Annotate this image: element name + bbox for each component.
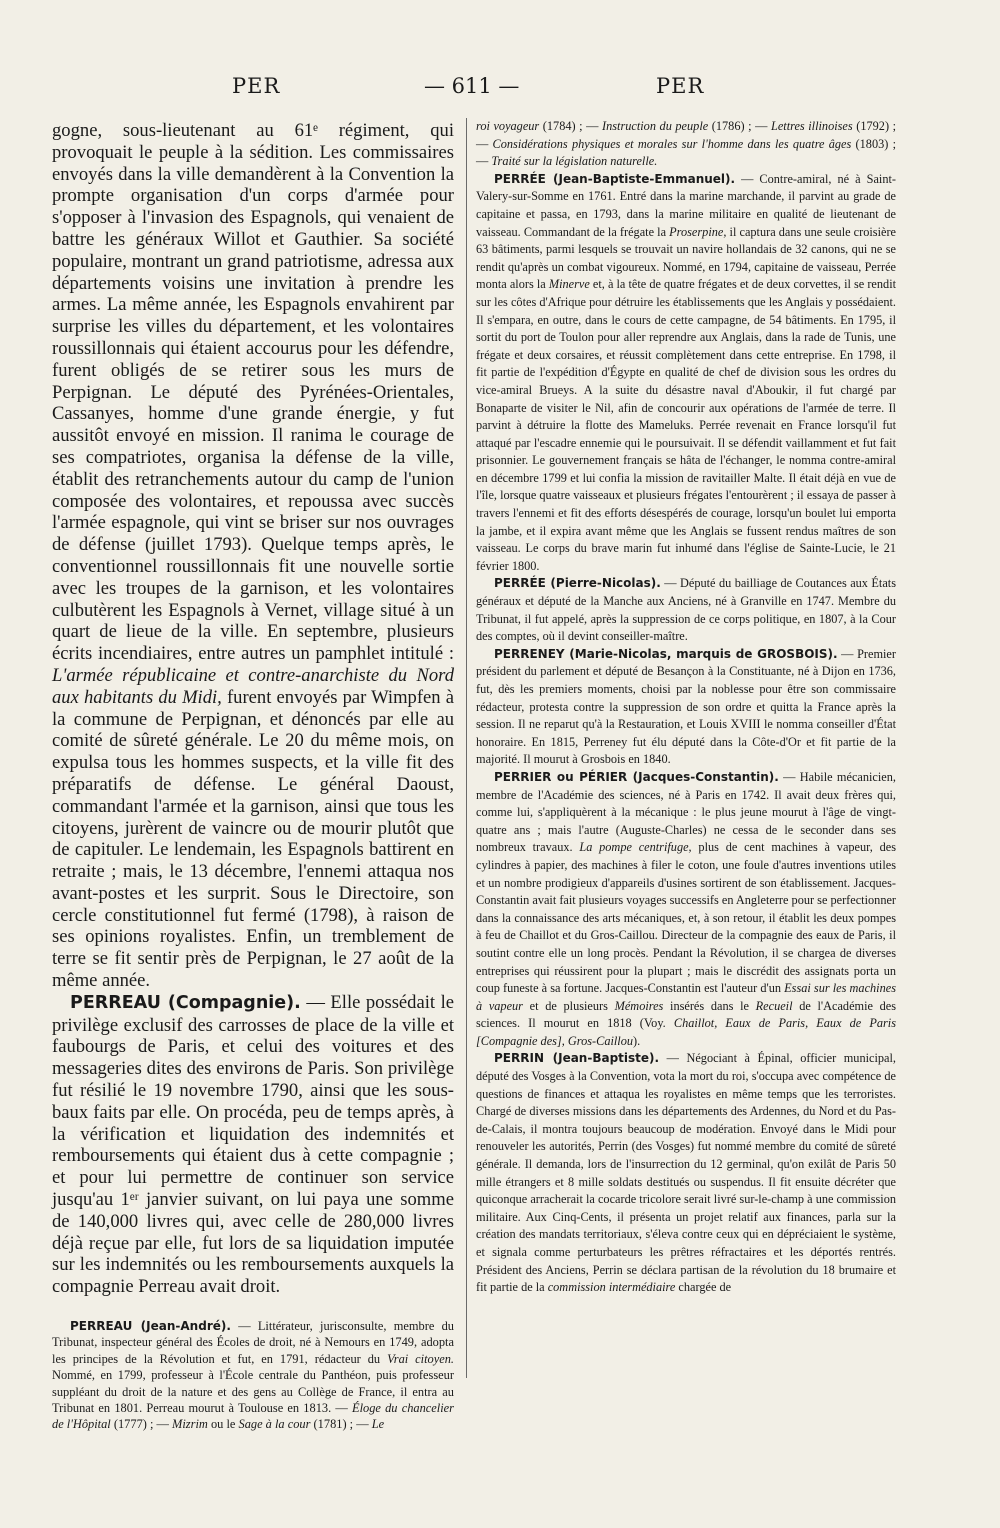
entry-perreau-jean-andre xyxy=(52,1318,454,1433)
work-title: Traité sur la législation naturelle. xyxy=(491,154,658,169)
header-right: PER xyxy=(656,74,705,98)
cross-reference: Chaillot, Eaux de Paris, Eaux de Paris [Compagnie des], Gros-Caillou xyxy=(476,1016,897,1048)
entry-text: ou le xyxy=(210,1417,236,1432)
entry-text: (1777) ; — xyxy=(113,1417,169,1432)
work-title: Recueil xyxy=(755,998,793,1013)
continuation-paragraph xyxy=(476,118,896,171)
text-run: gogne, sous-lieutenant au 61ᵉ régiment, qui provoquait le peuple à la sédition. Les commissaires envoyés dans la ville demandèrent à la Convention la prompte organisation d'un corps d'armée pour s'opposer à l'invasion des Espagnols, qui venaient de battre les généraux Willot et Gauthier. Sa société populaire, montrant un grand patriotisme, adressa aux départements voisins une invitation à prendre les armes. La même année, les Espagnols envahirent par surprise les villes du département, et les volontaires roussillonnais qui étaient accourus pour les défendre, furent obligés de se retirer sous les murs de Perpignan. Le député des Pyrénées-Orientales, Cassanyes, homme d'une grande énergie, y fut aussitôt envoyé en mission. Il ranima le courage de ses compatriotes, organisa la défense de la ville, établit des retranchements autour du camp de l'union composée des volontaires, et repoussa avec succès l'armée espagnole, qui vint se briser sur nos ouvrages de défense (juillet 1793). Quelque temps après, le conventionnel roussillonnais fit une nouvelle sortie avec les troupes de la garnison, et les volontaires culbutèrent les Espagnols à Vernet, village situé à un quart de lieue de la ville. En septembre, plusieurs écrits incendiaires, entre autres un pamphlet intitulé : xyxy=(52,120,454,665)
entry-text: — Habile mécanicien, membre de l'Académie des sciences, né à Paris en 1742. Il avait deux frères qui, comme lui, s'appliquèrent à la mécanique : le plus jeune mourut à l'âge de vingt-quatre ans ; mais l'autre (Auguste-Charles) ne cessa de le seconder dans ses nombreux travaux. xyxy=(476,769,896,855)
text-run: furent envoyés par Wimpfen à la commune de Perpignan, et dénoncés par elle au comité de sûreté générale. Le 20 du même mois, on expulsa tous les hommes suspects, et la ville fit des préparatifs de défense. Le général Daoust, commandant l'armée et la garnison, ainsi que tous les citoyens, jurèrent de vaincre ou de mourir plutôt que de capituler. Le lendemain, les Espagnols battirent en retraite ; mais, le 13 décembre, l'ennemi attaqua nos avant-postes et les surprit. Sous le Directoire, son cercle constitutionnel fut fermé (1798), à raison de ses opinions royalistes. Enfin, un tremblement de terre se fit sentir près de Perpignan, le 27 août de la même année. xyxy=(52,686,454,992)
work-title: Instruction du peuple xyxy=(602,119,709,133)
header-left: PER xyxy=(232,74,281,98)
work-title: Mémoires xyxy=(614,998,664,1013)
entry-text: insérés dans le xyxy=(670,998,749,1013)
work-title: La pompe centrifuge, xyxy=(579,840,692,855)
work-title: Mizrim xyxy=(172,1417,208,1432)
column-divider xyxy=(466,118,467,1378)
entry-headword: PERRIER ou PÉRIER (Jacques-Constantin). xyxy=(494,769,779,784)
entry-perreau-compagnie xyxy=(52,992,454,1298)
entry-text: et de plusieurs xyxy=(529,998,608,1013)
entry-text: (1781) ; — xyxy=(313,1417,369,1432)
work-title: Lettres illinoises xyxy=(771,119,853,133)
text-run: (1784) ; — xyxy=(542,119,599,133)
entry-perree-jean-baptiste xyxy=(476,171,896,576)
entry-perrier xyxy=(476,769,896,1051)
work-title: Considérations physiques et morales sur l'homme dans les quatre âges xyxy=(492,136,852,151)
entry-perreney xyxy=(476,646,896,769)
entry-headword: PERREAU (Compagnie). xyxy=(70,992,301,1013)
entry-text: chargée de xyxy=(678,1280,732,1295)
entry-text: — Contre-amiral, né à Saint-Valery-sur-Somme en 1761. Entré dans la marine marchande, il parvint au grade de capitaine et passa, en 1793, dans la marine militaire en qualité de lieutenant de vaisseau. Commandant de la frégate la xyxy=(476,171,896,239)
pamphlet-title: L'armée républicaine et contre-anarchiste du Nord aux habitants du Midi, xyxy=(52,664,454,708)
entry-text: Nommé, en 1799, professeur à l'École centrale du Panthéon, puis professeur suppléant du droit de la nature et des gens au Collège de France, il entra au Tribunat en 1801. Perreau mourut à Toulouse en 1813. — xyxy=(52,1368,454,1416)
entry-headword: PERREAU (Jean-André). xyxy=(70,1319,231,1334)
entry-text: ). xyxy=(633,1033,641,1048)
entry-text: il captura dans une seule croisière 63 bâtiments, parmi lesquels se trouvait un navire hollandais de 32 canons, qui ne se rendit qu'après un combat vigoureux. Nommé, en 1794, capitaine de vaisseau, Perrée monta alors la xyxy=(476,224,897,292)
text-run: (1786) ; — xyxy=(711,119,768,133)
entry-text: — Littérateur, jurisconsulte, membre du Tribunat, inspecteur général des Écoles de droit, né à Nemours en 1749, adopta les principes de la Révolution et fut, en 1791, rédacteur du xyxy=(52,1319,454,1366)
work-title: Éloge du chancelier de l'Hôpital xyxy=(52,1401,454,1432)
entry-text: — Premier président du parlement et député de Besançon à la Constituante, né à Dijon en 1736, fut, dès les premiers moments, choisi par la noblesse pour être son commissaire rédacteur, protesta contre la suppression de son ordre et quitta la France après la session. Il ne reparut qu'à la Restauration, et Louis XVIII le nomma conseiller d'État honoraire. En 1815, Perreney fut élu député dans la Côte-d'Or et fit partie de la majorité. Il mourut à Grosbois en 1840. xyxy=(476,646,896,767)
ship-name: Proserpine, xyxy=(669,224,727,239)
left-column xyxy=(52,120,454,1433)
entry-headword: PERRIN (Jean-Baptiste). xyxy=(494,1051,660,1066)
entry-text: — Négociant à Épinal, officier municipal, député des Vosges à la Convention, vota la mort du roi, s'occupa avec compétence de questions de finances et attaqua les royalistes en même temps que les terroristes. Chargé de diverses missions dans les départements des Ardennes, du Nord et du Pas-de-Calais, il montra toujours beaucoup de modération. Envoyé dans le Midi pour renouveler les autorités, Perrin (des Vosges) fut nommé membre du comité de sûreté générale. Il demanda, lors de l'insurrection du 12 germinal, qu'on exilât de Paris 50 mille étrangers et 8 mille soldats destitués ou suspendus. Il fit ensuite décréter que quiconque arracherait la cocarde tricolore serait livré sur-le-champ à une commission militaire. Aux Cinq-Cents, il présenta un projet relatif aux finances, parla sur la création des mandats territoriaux, s'éleva contre ceux qui en dépréciaient le système, et signala comme perturbateurs les prêtres réfractaires et les déportés rentrés. Président des Anciens, Perrin se déclara partisan de la révolution du 18 brumaire et fit partie de la xyxy=(476,1051,896,1295)
text-run: (1803) ; — xyxy=(476,136,896,169)
work-title: Essai sur les machines à vapeur xyxy=(476,981,896,1013)
ship-name: Minerve xyxy=(548,277,590,292)
entry-perree-pierre-nicolas xyxy=(476,575,896,645)
entry-perrin xyxy=(476,1050,896,1296)
right-column xyxy=(476,118,896,1297)
work-title: roi voyageur xyxy=(476,119,540,133)
work-title: Sage à la cour xyxy=(238,1417,311,1432)
page-number: — 611 — xyxy=(424,74,520,98)
continuation-paragraph xyxy=(52,120,454,992)
entry-headword: PERRÉE (Pierre-Nicolas). xyxy=(494,576,661,591)
work-title: Le xyxy=(371,1417,385,1432)
entry-text: et, à la tête de quatre frégates et de deux corvettes, il se rendit sur les côtes d'Afrique pour détruire les établissements que les Anglais y possédaient. Il s'empara, en outre, dans le cours de cette campagne, de 54 bâtiments. En 1795, il sortit du port de Toulon pour aller reprendre aux Anglais, dans la rade de Tunis, une frégate et deux corsaires, et réussit complètement dans cette entreprise. En 1798, il fit partie de l'expédition d'Égypte en qualité de chef de division sous les ordres du vice-amiral Brueys. A la suite du désastre naval d'Aboukir, il fut chargé par Bonaparte de visiter le Nil, afin de concourir aux opérations de l'armée de terre. Il parvint à détruire la flotte des Mameluks. Perrée revenait en France lorsqu'il fut attaqué par l'escadre ennemie qui le poursuivait. Il se défendit vaillamment et fut fait prisonnier. Le gouvernement français se hâta de l'échanger, le nomma contre-amiral en décembre 1799 et lui confia la mission de ravitailler Malte. Il était déjà en vue de l'île, lorsque quatre vaisseaux et plusieurs frégates l'entourèrent ; il essaya de passer à travers l'ennemi et fit des efforts désespérés de courage, lorsqu'un boulet lui emporta la jambe, et il expira avant même que les Anglais se fussent rendus maîtres de son vaisseau. Le corps du brave marin fut inhumé dans l'église de Sainte-Lucie, le 21 février 1800. xyxy=(476,277,897,573)
entry-text: plus de cent machines à vapeur, des cylindres à papier, des machines à filer le coton, une foule d'autres inventions utiles et un nombre prodigieux d'appareils d'usines sortirent de son établissement. Jacques-Constantin avait fait plusieurs voyages successifs en Angleterre pour se perfectionner dans la connaissance des arts mécaniques, et, à son retour, il établit les deux pompes à feu de Chaillot et du Gros-Caillou. Directeur de la compagnie des eaux de Paris, il soutint contre elle un long procès. Pendant la Révolution, il se chargea de diverses entreprises qui réussirent pour la plupart ; mais le discrédit des assignats porta un coup funeste à sa fortune. Jacques-Constantin est l'auteur d'un xyxy=(476,840,897,996)
text-run: (1792) ; — xyxy=(476,119,897,151)
entry-headword: PERRÉE (Jean-Baptiste-Emmanuel). xyxy=(494,171,736,186)
entry-headword: PERRENEY (Marie-Nicolas, marquis de GROSBOIS). xyxy=(494,646,838,661)
italic-term: commission intermédiaire xyxy=(547,1280,676,1295)
work-title: Vrai citoyen. xyxy=(387,1351,455,1366)
entry-text: — Elle possédait le privilège exclusif des carrosses de place de la ville et faubourgs de Paris, et celui des voitures et des messageries dites des environs de Paris. Son privilège fut résilié le 19 novembre 1790, ainsi que les sous-baux faits par elle. On procéda, peu de temps après, à la vérification et liquidation des indemnités et remboursements qui étaient dus à cette compagnie ; et pour lui permettre de continuer son service jusqu'au 1ᵉʳ janvier suivant, on lui paya une somme de 140,000 livres qui, avec celle de 280,000 livres déjà reçue par elle, fut lors de sa liquidation imputée sur les indemnités ou les remboursements auxquels la compagnie Perreau avait droit. xyxy=(52,991,454,1298)
entry-text: — Député du bailliage de Coutances aux États généraux et député de la Manche aux Anciens, né à Granville en 1747. Membre du Tribunat, il fut appelé, après la suppression de ce corps politique, en 1807, à la Cour des comptes, où il devint conseiller-maître. xyxy=(476,576,896,644)
entry-text: de l'Académie des sciences. Il mourut en 1818 (Voy. xyxy=(476,998,897,1031)
running-header xyxy=(0,74,1000,114)
